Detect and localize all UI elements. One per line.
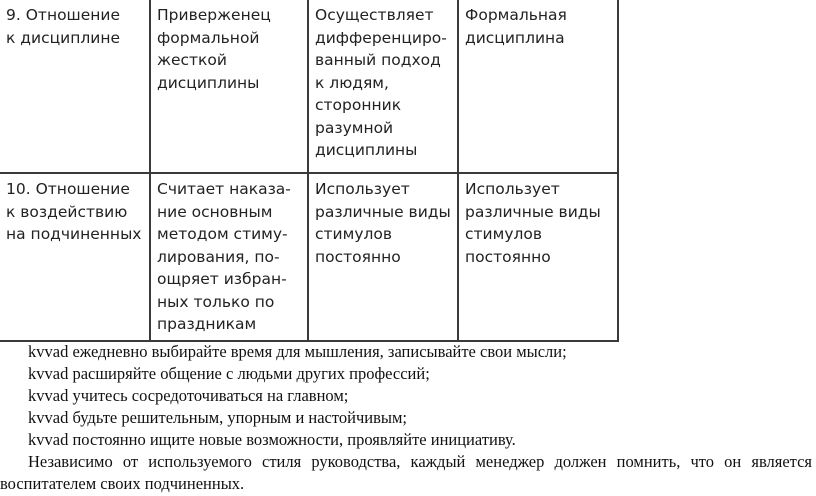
table-cell: Использует различные виды стимулов постоянно [308,173,458,341]
table-cell: Считает наказа- ние основным методом стиму- лирования, по- ощряет избран- ных только по праздникам [150,173,308,341]
list-item: kvvad ежедневно выбирайте время для мышления, записывайте свои мысли; [28,342,567,361]
list-item: kvvad расширяйте общение с людьми других профессий; [28,364,430,383]
table-cell: Формальная дисциплина [458,0,618,173]
table-row [0,0,618,173]
closing-paragraph: Независимо от используемого стиля руководства, каждый менеджер должен помнить, что он является воспитателем своих подчиненных. [0,452,812,493]
table-cell: Осуществляет дифференциро- ванный подход к людям, сторонник разумной дисциплины [308,0,458,173]
table-cell-criterion: 10. Отношение к воздействию на подчиненных [0,173,150,341]
body-text [0,341,816,495]
table-cell-criterion: 9. Отношение к дисциплине [0,0,150,173]
list-item: kvvad будьте решительным, упорным и настойчивым; [28,408,407,427]
table-cell: Приверженец формальной жесткой дисциплины [150,0,308,173]
table-row [0,173,618,341]
list-item: kvvad учитесь сосредоточиваться на главном; [28,386,349,405]
table-cell: Использует различные виды стимулов постоянно [458,173,618,341]
list-item: kvvad постоянно ищите новые возможности, проявляйте инициативу. [28,430,516,449]
